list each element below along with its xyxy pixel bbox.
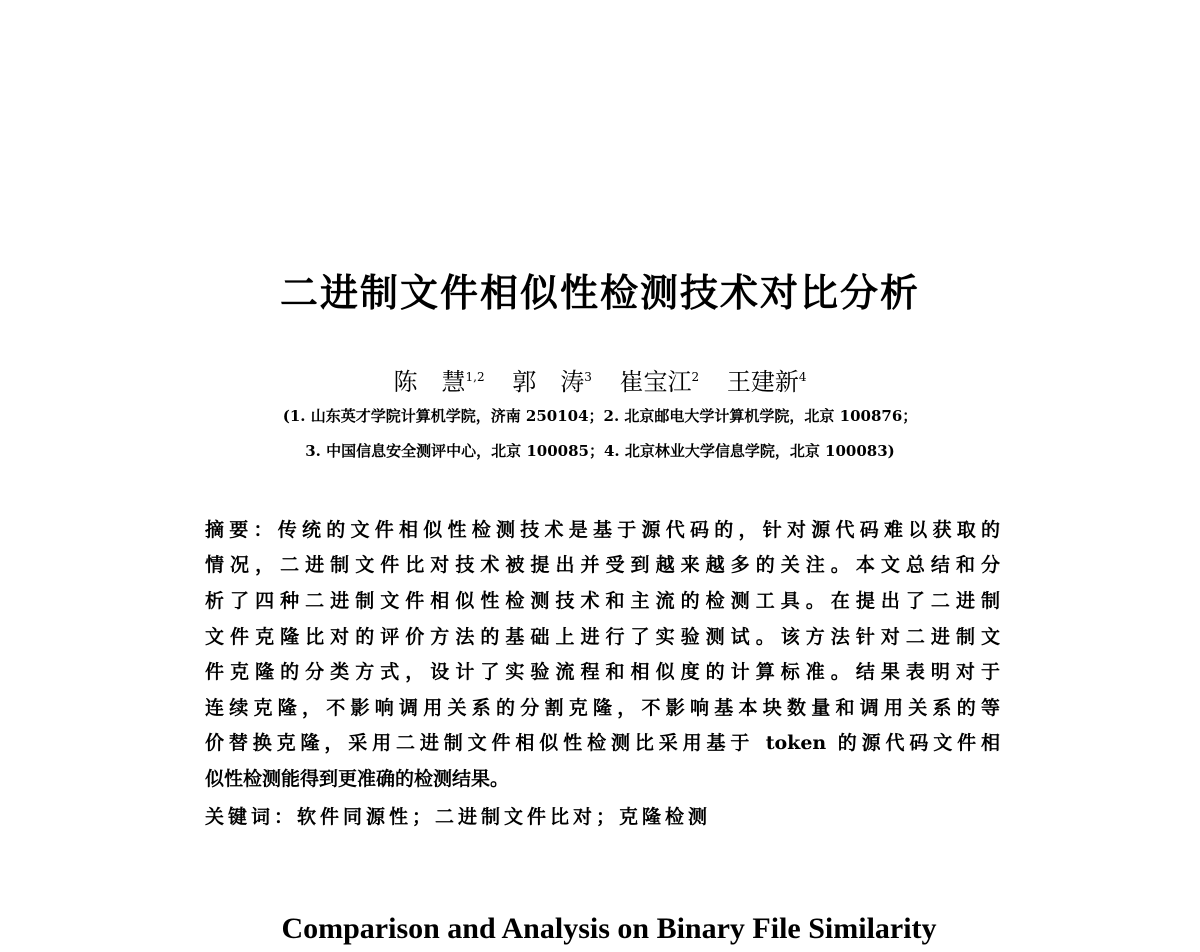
abstract-line [205, 518, 1000, 542]
author [512, 368, 592, 396]
author-list [0, 362, 1200, 397]
abstract-line: 文件克隆比对的评价方法的基础上进行了实验测试。该方法针对二进制文 [205, 626, 1000, 648]
abstract-text: 传统的文件相似性检测技术是基于源代码的，针对源代码难以获取的 [277, 519, 1000, 541]
keywords-label: 关键词： [205, 806, 298, 828]
author-affiliation-mark: 4 [798, 370, 807, 384]
keywords-text: 软件同源性；二进制文件比对；克隆检测 [297, 806, 712, 828]
author-affiliation-mark: 2 [691, 370, 700, 384]
abstract-line: 价替换克隆，采用二进制文件相似性检测比采用基于 token 的源代码文件相 [205, 732, 1000, 754]
abstract-label: 摘要： [205, 519, 278, 541]
author-name: 郭 涛 [512, 368, 585, 396]
abstract-line: 析了四种二进制文件相似性检测技术和主流的检测工具。在提出了二进制 [205, 590, 1000, 612]
author-affiliation-mark: 3 [584, 370, 592, 384]
paper-title: 二进制文件相似性检测技术对比分析 [279, 270, 920, 315]
abstract-line: 似性检测能得到更准确的检测结果。 [205, 768, 510, 790]
abstract-line: 件克隆的分类方式，设计了实验流程和相似度的计算标准。结果表明对于 [205, 661, 1000, 683]
author-name: 王建新 [726, 368, 799, 396]
author [394, 368, 485, 396]
author-name: 崔宝江 [619, 368, 692, 396]
affiliation-line: (1. 山东英才学院计算机学院，济南 250104；2. 北京邮电大学计算机学院，北京 100876； [282, 407, 918, 425]
keywords [205, 802, 711, 829]
author [620, 368, 700, 396]
author [727, 368, 807, 396]
abstract-line: 情况，二进制文件比对技术被提出并受到越来越多的关注。本文总结和分 [205, 554, 1000, 576]
abstract-line: 连续克隆，不影响调用关系的分割克隆，不影响基本块数量和调用关系的等 [205, 697, 1000, 719]
affiliation-line: 3. 中国信息安全测评中心，北京 100085；4. 北京林业大学信息学院，北京 100083) [305, 442, 895, 460]
author-affiliation-mark: 1,2 [465, 370, 485, 384]
english-title: Comparison and Analysis on Binary File Similarity [281, 912, 937, 945]
author-name: 陈 慧 [393, 368, 466, 396]
